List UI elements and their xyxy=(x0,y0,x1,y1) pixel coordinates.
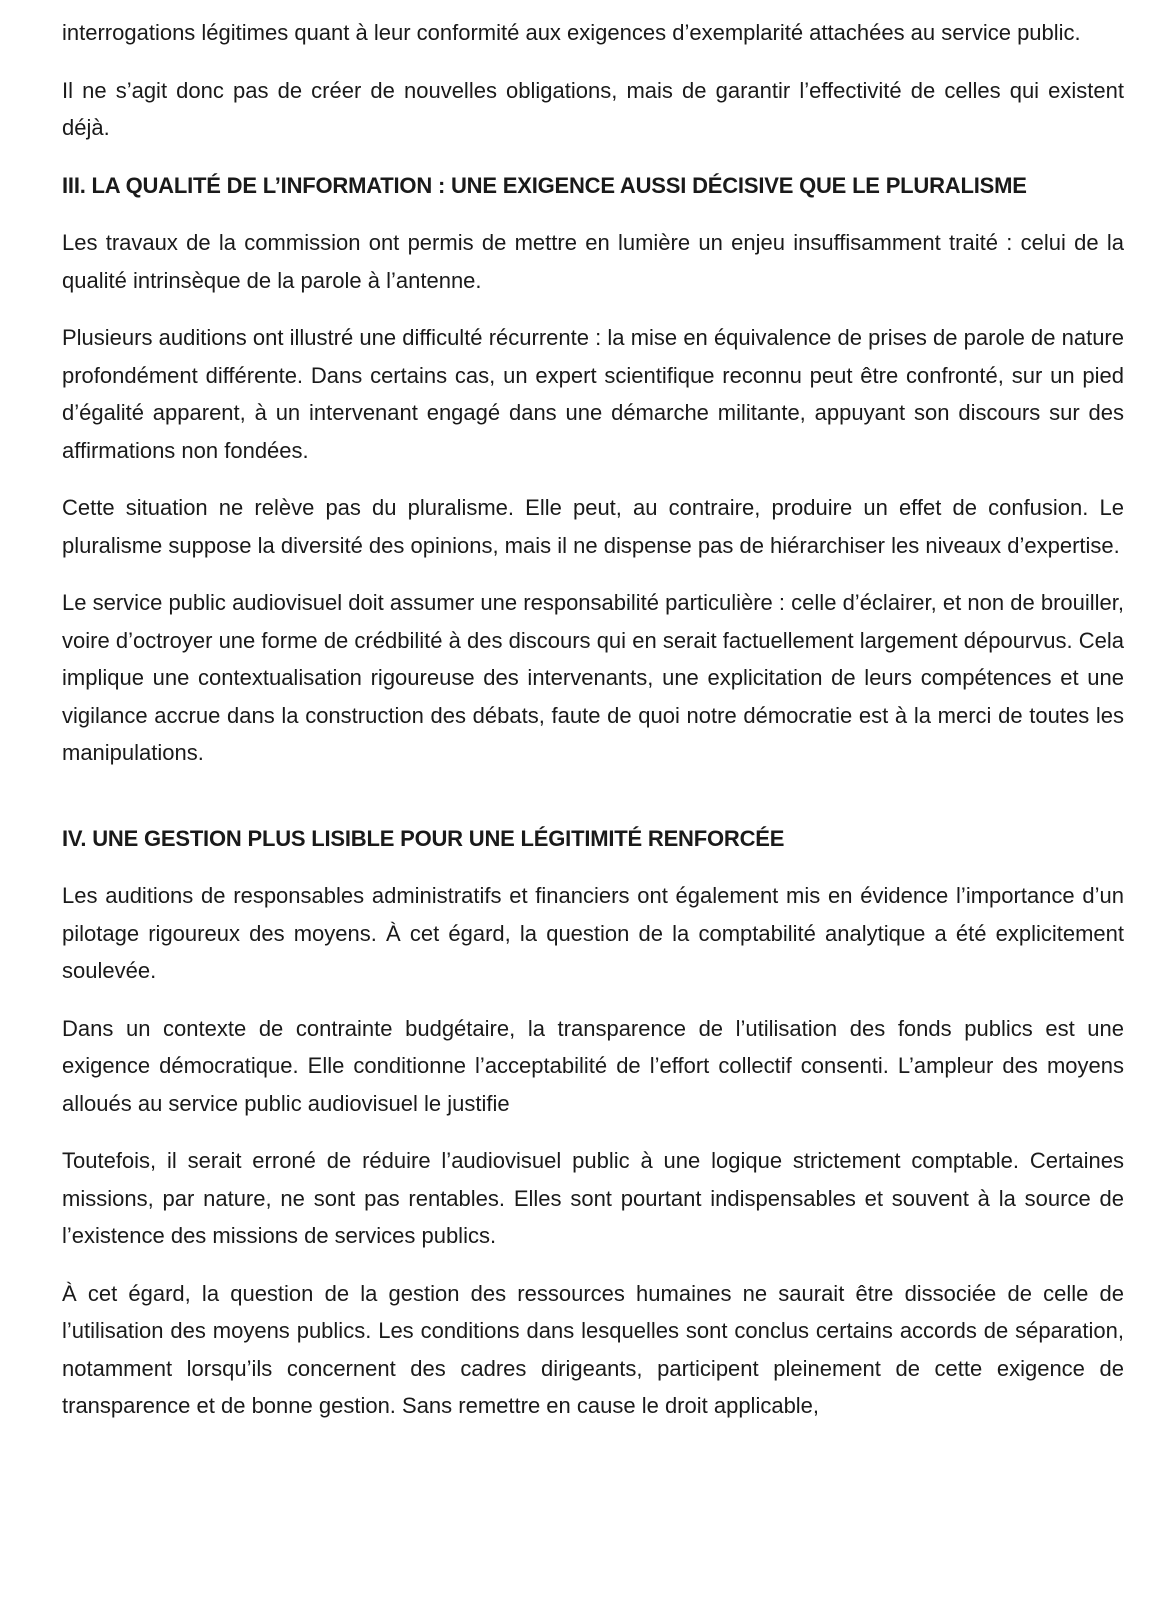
paragraph: Plusieurs auditions ont illustré une difficulté récurrente : la mise en équivalence de prises de parole de nature profondément différente. Dans certains cas, un expert scientifique reconnu peut être confronté, sur un pied d’égalité apparent, à un intervenant engagé dans une démarche militante, appuyant son discours sur des affirmations non fondées. xyxy=(62,325,1124,463)
paragraph: Le service public audiovisuel doit assumer une responsabilité particulière : celle d’éclairer, et non de brouiller, voire d’octroyer une forme de crédbilité à des discours qui en serait factuellement largement dépourvus. Cela implique une contextualisation rigoureuse des intervenants, une explicitation de leurs compétences et une vigilance accrue dans la construction des débats, faute de quoi notre démocratie est à la merci de toutes les manipulations. xyxy=(62,590,1124,765)
paragraph: Les travaux de la commission ont permis de mettre en lumière un enjeu insuffisamment traité : celui de la qualité intrinsèque de la parole à l’antenne. xyxy=(62,230,1124,293)
paragraph: Il ne s’agit donc pas de créer de nouvelles obligations, mais de garantir l’effectivité de celles qui existent déjà. xyxy=(62,77,1124,140)
section-heading-3: III. LA QUALITÉ DE L’INFORMATION : UNE EXIGENCE AUSSI DÉCISIVE QUE LE PLURALISME xyxy=(62,172,1027,198)
paragraph: interrogations légitimes quant à leur conformité aux exigences d’exemplarité attachées au service public. xyxy=(62,20,1081,45)
section-heading-4: IV. UNE GESTION PLUS LISIBLE POUR UNE LÉGITIMITÉ RENFORCÉE xyxy=(62,825,785,851)
paragraph: Cette situation ne relève pas du pluralisme. Elle peut, au contraire, produire un effet de confusion. Le pluralisme suppose la diversité des opinions, mais il ne dispense pas de hiérarchiser les niveaux d’expertise. xyxy=(62,495,1124,558)
document-page xyxy=(62,14,1124,1445)
paragraph: Les auditions de responsables administratifs et financiers ont également mis en évidence l’importance d’un pilotage rigoureux des moyens. À cet égard, la question de la comptabilité analytique a été explicitement soulevée. xyxy=(62,883,1124,983)
paragraph: Toutefois, il serait erroné de réduire l’audiovisuel public à une logique strictement comptable. Certaines missions, par nature, ne sont pas rentables. Elles sont pourtant indispensables et souvent à la source de l’existence des missions de services publics. xyxy=(62,1148,1124,1248)
section-spacer xyxy=(62,792,1124,820)
paragraph: Dans un contexte de contrainte budgétaire, la transparence de l’utilisation des fonds publics est une exigence démocratique. Elle conditionne l’acceptabilité de l’effort collectif consenti. L’ampleur des moyens alloués au service public audiovisuel le justifie xyxy=(62,1015,1124,1116)
paragraph: À cet égard, la question de la gestion des ressources humaines ne saurait être dissociée de celle de l’utilisation des moyens publics. Les conditions dans lesquelles sont conclus certains accords de séparation, notamment lorsqu’ils concernent des cadres dirigeants, participent pleinement de cette exigence de transparence et de bonne gestion. Sans remettre en cause le droit applicable, xyxy=(62,1280,1124,1418)
